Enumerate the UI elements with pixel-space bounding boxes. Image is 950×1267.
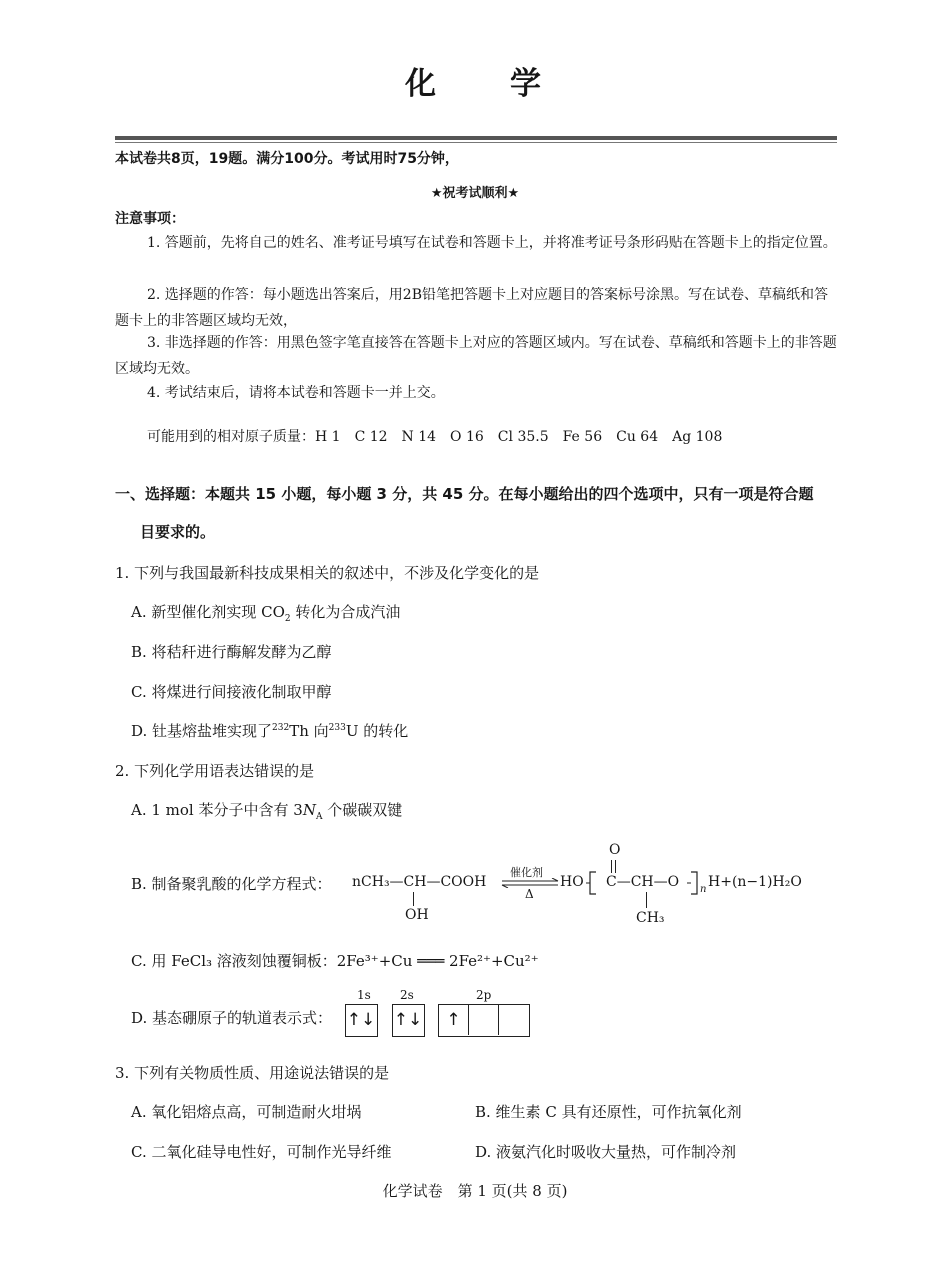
q2-option-a: A. 1 mol 苯分子中含有 $3N_A$ 个碳碳双键 bbox=[131, 801, 403, 822]
q3-option-d: D. 液氨汽化时吸收大量热，可作制冷剂 bbox=[475, 1143, 737, 1161]
q1-option-d: D. 钍基熔盐堆实现了$^{232}$Th 向$^{233}$U 的转化 bbox=[131, 722, 409, 740]
section-heading-cont: 目要求的。 bbox=[140, 523, 216, 541]
orbital-2s-box bbox=[392, 1004, 425, 1037]
q2-option-c: C. 用 FeCl₃ 溶液刻蚀覆铜板：2Fe³⁺+Cu ═══ 2Fe²⁺+Cu²⁺ bbox=[131, 952, 539, 970]
question-1-stem: 1. 下列与我国最新科技成果相关的叙述中，不涉及化学变化的是 bbox=[115, 564, 540, 582]
methyl-group: CH₃ bbox=[636, 910, 665, 926]
notice-heading: 注意事项： bbox=[115, 211, 185, 227]
orbital-2s-label: 2s bbox=[400, 988, 414, 1002]
header-rule bbox=[115, 136, 837, 140]
orbital-2p-empty-1 bbox=[469, 1005, 499, 1035]
polymer-repeat-unit: C—CH—O bbox=[606, 874, 680, 890]
orbital-1s-electrons: ↑↓ bbox=[346, 1010, 376, 1030]
orbital-1s-label: 1s bbox=[357, 988, 371, 1002]
q2-option-b-label: B. 制备聚乳酸的化学方程式： bbox=[131, 875, 332, 893]
section-heading: 一、选择题：本题共 15 小题，每小题 3 分，共 45 分。在每小题给出的四个选项中，只有一项是符合题 bbox=[115, 485, 814, 503]
orbital-2s-electrons: ↑↓ bbox=[393, 1010, 423, 1030]
bond-line bbox=[413, 892, 414, 906]
header-rule-thin bbox=[115, 142, 837, 143]
heat-symbol: Δ bbox=[525, 887, 534, 901]
q3-option-a: A. 氧化铝熔点高，可制造耐火坩埚 bbox=[131, 1103, 362, 1121]
catalyst-label: 催化剂 bbox=[510, 866, 543, 879]
polymer-end-group: HO bbox=[560, 874, 584, 890]
q3-option-b: B. 维生素 C 具有还原性，可作抗氧化剂 bbox=[475, 1103, 742, 1121]
page-title: 化 学 bbox=[405, 66, 545, 102]
reactant-formula: nCH₃—CH—COOH bbox=[352, 874, 487, 890]
question-2-stem: 2. 下列化学用语表达错误的是 bbox=[115, 762, 315, 780]
left-bracket bbox=[586, 868, 600, 898]
notice-item-1: 1. 答题前，先将自己的姓名、准考证号填写在试卷和答题卡上，并将准考证号条形码贴在答题卡上的指定位置。 bbox=[147, 235, 837, 251]
q3-option-c: C. 二氧化硅导电性好，可制作光导纤维 bbox=[131, 1143, 392, 1161]
methyl-bond bbox=[646, 892, 647, 908]
notice-item-3: 3. 非选择题的作答：用黑色签字笔直接答在答题卡上对应的答题区域内。写在试卷、草稿纸和答题卡上的非答题区域均无效。 bbox=[115, 335, 837, 377]
orbital-2p-empty-2 bbox=[499, 1005, 528, 1035]
hydroxyl-group: OH bbox=[405, 907, 429, 923]
orbital-1s-box bbox=[345, 1004, 378, 1037]
atomic-masses: 可能用到的相对原子质量：H 1 C 12 N 14 O 16 Cl 35.5 Fe 56 Cu 64 Ag 108 bbox=[147, 429, 723, 445]
products: H+(n−1)H₂O bbox=[708, 874, 802, 890]
notice-item-4: 4. 考试结束后，请将本试卷和答题卡一并上交。 bbox=[147, 385, 445, 401]
blessing: ★祝考试顺利★ bbox=[430, 186, 520, 201]
double-bond-2 bbox=[615, 860, 616, 873]
orbital-2p-label: 2p bbox=[476, 988, 492, 1002]
orbital-2p-box bbox=[438, 1004, 530, 1037]
double-bond-1 bbox=[611, 860, 612, 873]
q1-option-b: B. 将秸秆进行酶解发酵为乙醇 bbox=[131, 643, 332, 661]
right-bracket bbox=[687, 868, 701, 898]
page-footer: 化学试卷 第 1 页(共 8 页) bbox=[382, 1182, 568, 1200]
q1-option-c: C. 将煤进行间接液化制取甲醇 bbox=[131, 683, 332, 701]
q1-option-a: A. 新型催化剂实现 $CO_2$ 转化为合成汽油 bbox=[131, 603, 401, 624]
degree-n: n bbox=[700, 884, 707, 895]
carbonyl-oxygen: O bbox=[609, 842, 621, 858]
question-3-stem: 3. 下列有关物质性质、用途说法错误的是 bbox=[115, 1064, 390, 1082]
orbital-2p-electron: ↑ bbox=[439, 1005, 469, 1035]
notice-item-2: 2. 选择题的作答：每小题选出答案后，用2B铅笔把答题卡上对应题目的答案标号涂黑。写在试卷、草稿纸和答题卡上的非答题区域均无效， bbox=[115, 287, 829, 329]
q2-option-d-label: D. 基态硼原子的轨道表示式： bbox=[131, 1009, 333, 1027]
exam-intro: 本试卷共8页，19题。满分100分。考试用时75分钟， bbox=[115, 151, 459, 167]
